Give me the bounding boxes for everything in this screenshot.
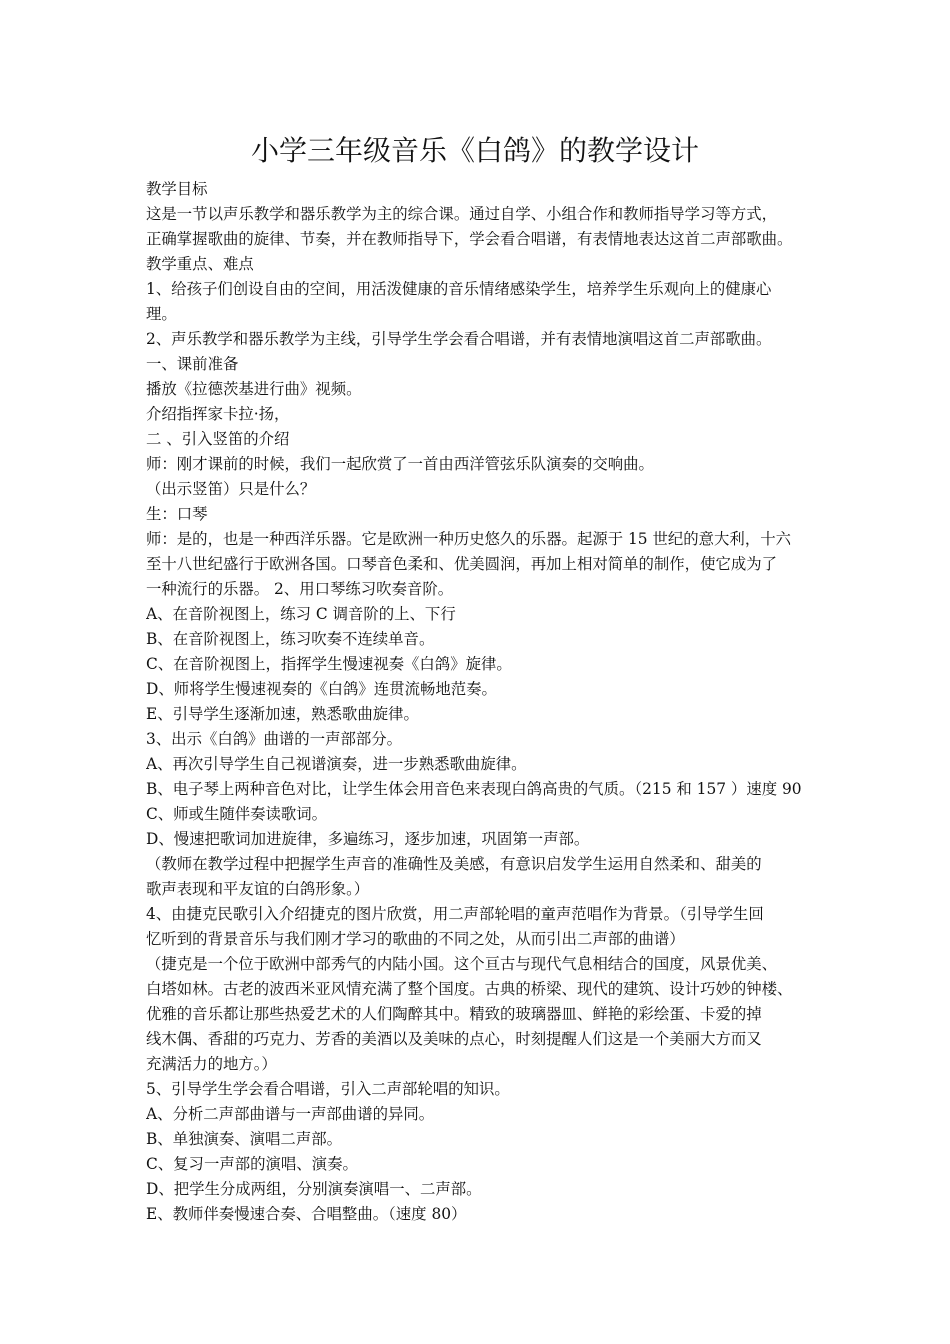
text-line: B、在音阶视图上，练习吹奏不连续单音。 — [146, 630, 435, 648]
text-line: C、师或生随伴奏读歌词。 — [146, 805, 328, 823]
text-line: （出示竖笛）只是什么？ — [146, 480, 316, 498]
text-line: 4、由捷克民歌引入介绍捷克的图片欣赏，用二声部轮唱的童声范唱作为背景。（引导学生回 — [146, 905, 764, 923]
text-line: （捷克是一个位于欧洲中部秀气的内陆小国。这个亘古与现代气息相结合的国度，风景优美、 — [146, 955, 778, 973]
text-line: 二 、引入竖笛的介绍 — [146, 430, 290, 448]
text-line: D、慢速把歌词加进旋律，多遍练习，逐步加速，巩固第一声部。 — [146, 830, 590, 848]
text-line: 一、课前准备 — [146, 355, 239, 373]
document-body — [146, 177, 818, 1227]
text-line: D、师将学生慢速视奏的《白鸽》连贯流畅地范奏。 — [146, 680, 497, 698]
text-line: 教学重点、难点 — [146, 255, 254, 273]
text-line: E、教师伴奏慢速合奏、合唱整曲。（速度 80） — [146, 1205, 467, 1223]
text-line: 线木偶、香甜的巧克力、芳香的美酒以及美味的点心，时刻提醒人们这是一个美丽大方而又 — [146, 1030, 762, 1048]
text-line: 介绍指挥家卡拉·扬， — [146, 405, 290, 423]
text-line: 歌声表现和平友谊的白鸽形象。） — [146, 880, 370, 898]
text-line: 教学目标 — [146, 180, 208, 198]
text-line: 3、出示《白鸽》曲谱的一声部部分。 — [146, 730, 403, 748]
text-line: 一种流行的乐器。 2、用口琴练习吹奏音阶。 — [146, 580, 454, 598]
text-line: 正确掌握歌曲的旋律、节奏，并在教师指导下，学会看合唱谱，有表情地表达这首二声部歌曲。 — [146, 230, 793, 248]
text-line: C、复习一声部的演唱、演奏。 — [146, 1155, 358, 1173]
document-title: 小学三年级音乐《白鸽》的教学设计 — [250, 134, 699, 167]
text-line: A、在音阶视图上，练习 C 调音阶的上、下行 — [146, 605, 456, 623]
text-line: 2、声乐教学和器乐教学为主线，引导学生学会看合唱谱，并有表情地演唱这首二声部歌曲。 — [146, 330, 772, 348]
text-line: 1、给孩子们创设自由的空间，用活泼健康的音乐情绪感染学生，培养学生乐观向上的健康心 — [146, 280, 772, 298]
text-line: 充满活力的地方。） — [146, 1055, 277, 1073]
text-line: E、引导学生逐渐加速，熟悉歌曲旋律。 — [146, 705, 419, 723]
text-line: 理。 — [146, 305, 177, 323]
text-line: B、单独演奏、演唱二声部。 — [146, 1130, 342, 1148]
text-line: 生：口琴 — [146, 505, 208, 523]
text-line: A、再次引导学生自己视谱演奏，进一步熟悉歌曲旋律。 — [146, 755, 527, 773]
text-line: B、电子琴上两种音色对比，让学生体会用音色来表现白鸽高贵的气质。（215 和 157 ）速度 90 — [146, 780, 802, 798]
text-line: 5、引导学生学会看合唱谱，引入二声部轮唱的知识。 — [146, 1080, 510, 1098]
text-line: D、把学生分成两组，分别演奏演唱一、二声部。 — [146, 1180, 482, 1198]
text-line: 忆听到的背景音乐与我们刚才学习的歌曲的不同之处，从而引出二声部的曲谱） — [146, 930, 685, 948]
text-line: A、分析二声部曲谱与一声部曲谱的异同。 — [146, 1105, 435, 1123]
text-line: 至十八世纪盛行于欧洲各国。口琴音色柔和、优美圆润，再加上相对简单的制作，使它成为了 — [146, 555, 778, 573]
text-line: （教师在教学过程中把握学生声音的准确性及美感，有意识启发学生运用自然柔和、甜美的 — [146, 855, 762, 873]
text-line: 师：刚才课前的时候，我们一起欣赏了一首由西洋管弦乐队演奏的交响曲。 — [146, 455, 654, 473]
text-line: C、在音阶视图上，指挥学生慢速视奏《白鸽》旋律。 — [146, 655, 512, 673]
text-line: 播放《拉德茨基进行曲》视频。 — [146, 380, 362, 398]
text-line: 师：是的，也是一种西洋乐器。它是欧洲一种历史悠久的乐器。起源于 15 世纪的意大利，十六 — [146, 530, 791, 548]
text-line: 这是一节以声乐教学和器乐教学为主的综合课。通过自学、小组合作和教师指导学习等方式， — [146, 205, 778, 223]
text-line: 白塔如林。古老的波西米亚风情充满了整个国度。古典的桥梁、现代的建筑、设计巧妙的钟楼、 — [146, 980, 793, 998]
text-line: 优雅的音乐都让那些热爱艺术的人们陶醉其中。精致的玻璃器皿、鲜艳的彩绘蛋、卡爱的掉 — [146, 1005, 762, 1023]
